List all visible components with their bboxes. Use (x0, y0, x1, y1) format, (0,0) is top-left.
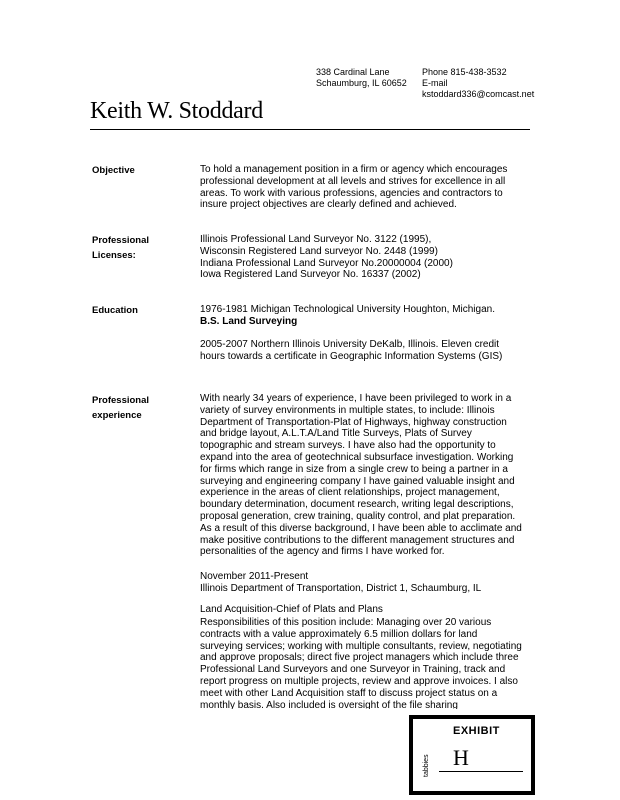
job-description: Responsibilities of this position include: Managing over 20 various contracts with a value approximately 6.5 million dollars for land surveying services; working with multiple consultants, review, negotiating and approve proposals; direct five project managers which include three Professional Land Surveyors and one Surveyor in Training, track and report progress on multiple projects, review and approve invoices. I also meet with other Land Acquisition staff to discuss project status on a monthly basis. Also included is oversight of the file sharing (200, 617, 522, 709)
exhibit-label: EXHIBIT (453, 725, 500, 737)
contact-phone-email (422, 67, 582, 100)
license-item: Indiana Professional Land Surveyor No.20000004 (2000) (200, 257, 453, 269)
license-item: Illinois Professional Land Surveyor No. 3122 (1995), (200, 234, 432, 245)
address-line-1: 338 Cardinal Lane (316, 67, 390, 77)
job-dates: November 2011-Present (200, 571, 309, 582)
contact-address (316, 67, 416, 89)
objective-heading: Objective (92, 165, 135, 176)
job-header (200, 571, 530, 595)
experience-heading: Professional experience (92, 395, 150, 421)
education-degree: B.S. Land Surveying (200, 315, 298, 327)
exhibit-underline (439, 771, 523, 772)
experience-summary: With nearly 34 years of experience, I have been privileged to work in a variety of survey environments in multiple states, to include: Illinois Department of Transportation-Plat of Highways, highway construction and bridge layout, A.L.T.A/Land Title Surveys, Plats of Survey topographic and stream surveys. I have also had the opportunity to expand into the area of geotechnical subsurface investigation. Working for firms which range in size from a single crew to being a partner in a surveying and engineering company I have gained valuable insight and experience in the areas of client relationships, project management, boundary determination, document research, writing legal descriptions, proposal generation, crew training, quality control, and plat preparation. As a result of this diverse background, I have been able to acclimate and make positive contributions to the different management structures and personalities of the agency and firms I have worked for. (200, 393, 522, 558)
phone-number: Phone 815-438-3532 (422, 67, 507, 77)
education-school-line: 1976-1981 Michigan Technological University Houghton, Michigan. (200, 304, 495, 315)
objective-text: To hold a management position in a firm or agency which encourages professional development at all levels and strives for excellence in all areas. To work with various professions, agencies and contractors to insure project objectives are clearly defined and achieved. (200, 164, 508, 211)
exhibit-vertical-text: tabbies (423, 754, 430, 777)
licenses-heading: Professional Licenses: (92, 235, 150, 261)
resume-name: Keith W. Stoddard (90, 98, 263, 124)
education-entry-1 (200, 304, 530, 328)
header-divider (90, 129, 530, 130)
exhibit-sticker (409, 715, 535, 795)
job-title: Land Acquisition-Chief of Plats and Plans (200, 604, 383, 615)
license-item: Wisconsin Registered Land surveyor No. 2448 (1999) (200, 245, 438, 257)
job-employer: Illinois Department of Transportation, District 1, Schaumburg, IL (200, 582, 482, 594)
education-entry-2: 2005-2007 Northern Illinois University DeKalb, Illinois. Eleven credit hours towards a certificate in Geographic Information Systems (GIS) (200, 339, 503, 362)
licenses-list (200, 234, 520, 281)
license-item: Iowa Registered Land Surveyor No. 16337 (2002) (200, 269, 421, 281)
email-address: kstoddard336@comcast.net (422, 89, 535, 99)
education-heading: Education (92, 305, 138, 316)
email-label: E-mail (422, 78, 448, 88)
exhibit-mark: H (453, 745, 469, 770)
address-line-2: Schaumburg, IL 60652 (316, 78, 407, 88)
